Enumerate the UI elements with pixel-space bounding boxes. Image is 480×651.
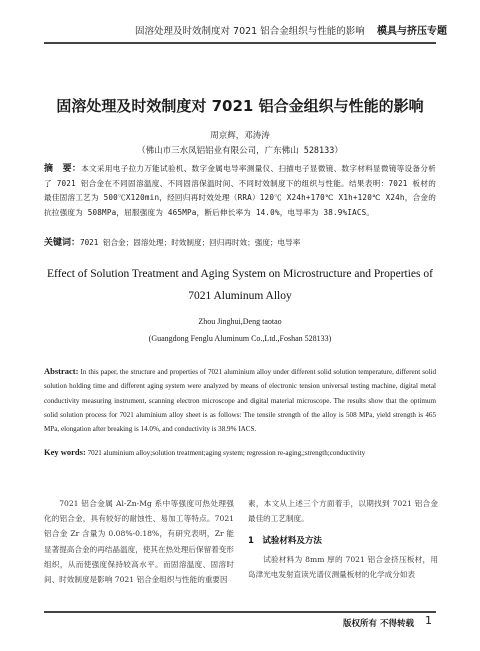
page-header [0, 0, 480, 50]
body-paragraph: 素，本文从上述三个方面着手，以期找到 7021 铝合金最佳的工艺制度。 [248, 499, 438, 524]
keywords-en-label: Key words: [44, 447, 86, 457]
title-en: Effect of Solution Treatment and Aging System on Microstructure and Properties of 7021 Aluminum Alloy [47, 268, 433, 302]
affiliation-en: (Guangdong Fenglu Aluminum Co.,Ltd.,Foshan 528133) [148, 334, 332, 343]
abstract-en-text: In this paper, the structure and properties of 7021 aluminium alloy under different solid solution temperature, different solid solution holding time and different aging system were analyzed by means of electronic tension universal testing machine, digital metal conductivity measuring instrument, scanning electron microscope and digital material microscope. The results show that the optimum solid solution process for 7021 aluminium alloy sheet is as follows: The tensile strength of the alloy is 508 MPa, yield strength is 465 MPa, elongation after breaking is 14.0%, and conductivity is 38.9% IACS. [44, 368, 436, 434]
body-column-right [248, 496, 438, 582]
title-cn: 固溶处理及时效制度对 7021 铝合金组织与性能的影响 [56, 97, 424, 115]
authors-cn: 周京辉，邓涛涛 [210, 131, 270, 141]
abstract-cn [44, 162, 436, 220]
abstract-cn-label: 摘 要： [44, 164, 82, 174]
header-rule [44, 42, 436, 44]
affiliation-cn: （佛山市三水凤铝铝业有限公司，广东佛山 528133） [137, 146, 343, 156]
body-paragraph: 7021 铝合金属 Al-Zn-Mg 系中等强度可热处理强化的铝合金，具有较好的耐蚀性、易加工等特点。7021 铝合金 Zr 含量为 0.08%-0.18%，有研究表明，Zr 能显著提高合金的再结晶温度，使其在热处理后保留着变形组织，从而使强度保持较高水平。而固溶温度、固溶时间、时效制度是影响 7021 铝合金组织与性能的重要因 [44, 499, 234, 585]
keywords-cn-text: 7021 铝合金；固溶处理；时效制度；回归再时效；强度；电导率 [80, 238, 301, 247]
keywords-en-text: 7021 aluminium alloy;solution treatment;aging system; regression re-aging,;strength;conductivity [87, 449, 366, 457]
page-number: 1 [425, 614, 432, 627]
copyright-notice: 版权所有 不得转载 [343, 619, 414, 629]
footer-rule [44, 611, 436, 613]
authors-en: Zhou Jinghui,Deng taotao [198, 317, 282, 326]
keywords-en [44, 447, 436, 457]
body-paragraph: 试验材料为 8mm 厚的 7021 铝合金挤压板材，用岛津光电发射直读光谱仪测量板材的化学成分如表 [248, 554, 438, 579]
keywords-cn [44, 235, 436, 248]
body-column-left [44, 496, 234, 587]
section-heading: 1 试验材料及方法 [248, 536, 322, 547]
abstract-en [44, 364, 436, 436]
abstract-en-label: Abstract: [44, 366, 79, 376]
keywords-cn-label: 关键词： [44, 238, 81, 248]
abstract-cn-text: 本文采用电子拉力万能试验机、数字金属电导率测量仪、扫描电子显微镜、数字材料显微镜等设备分析了 7021 铝合金在不同固溶温度、不同固溶保温时间、不同时效制度下的组织与性能。结果表明：7021 板材的最佳固溶工艺为 500℃X120min，经回归再时效处理（RRA）120℃ X24h+170℃ X1h+120℃ X24h，合金的抗拉强度为 508MPa，屈服强度为 465MPa，断后伸长率为 14.0%，电导率为 38.9%IACS。 [44, 164, 436, 217]
running-title: 固溶处理及时效制度对 7021 铝合金组织与性能的影响 [135, 26, 365, 37]
column-name: 模具与挤压专题 [377, 26, 447, 37]
